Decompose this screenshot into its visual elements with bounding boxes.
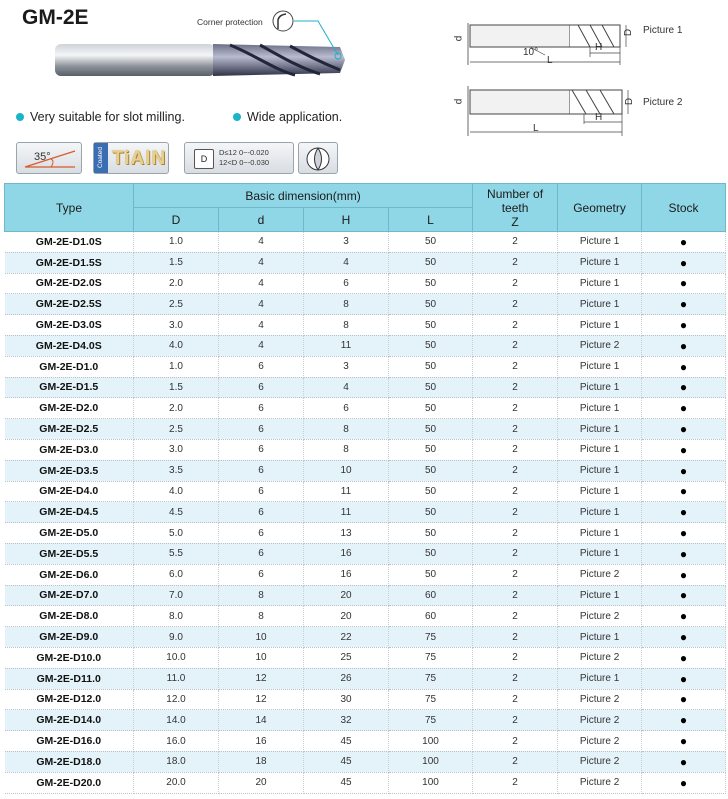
cell-teeth: 2: [473, 335, 558, 356]
cell-geometry: Picture 1: [558, 294, 642, 315]
cell-d: 12: [219, 668, 304, 689]
cell-type: GM-2E-D20.0: [5, 772, 134, 793]
cell-L: 50: [389, 419, 473, 440]
table-row: [5, 273, 726, 294]
cell-H: 16: [304, 543, 389, 564]
cell-d: 10: [219, 627, 304, 648]
cell-H: 8: [304, 419, 389, 440]
cell-type: GM-2E-D7.0: [5, 585, 134, 606]
cell-H: 16: [304, 564, 389, 585]
cell-D: 18.0: [134, 751, 219, 772]
cell-teeth: 2: [473, 606, 558, 627]
product-header: [0, 0, 728, 183]
cell-stock: ●: [642, 689, 726, 710]
cell-teeth: 2: [473, 647, 558, 668]
cell-d: 6: [219, 439, 304, 460]
page-title: GM-2E: [22, 6, 89, 29]
cell-d: 4: [219, 273, 304, 294]
cell-type: GM-2E-D3.0S: [5, 315, 134, 336]
cell-teeth: 2: [473, 273, 558, 294]
picture-1-label: Picture 1: [643, 25, 683, 36]
cell-d: 12: [219, 689, 304, 710]
cell-d: 20: [219, 772, 304, 793]
cell-teeth: 2: [473, 731, 558, 752]
cell-geometry: Picture 1: [558, 523, 642, 544]
cell-H: 4: [304, 252, 389, 273]
cell-stock: ●: [642, 252, 726, 273]
col-header-teeth: [473, 184, 558, 232]
cell-teeth: 2: [473, 502, 558, 523]
cell-stock: ●: [642, 439, 726, 460]
table-row: [5, 627, 726, 648]
cell-H: 30: [304, 689, 389, 710]
cell-D: 1.0: [134, 232, 219, 253]
cell-type: GM-2E-D3.0: [5, 439, 134, 460]
cell-H: 45: [304, 751, 389, 772]
cell-H: 11: [304, 502, 389, 523]
cell-D: 2.5: [134, 419, 219, 440]
cell-type: GM-2E-D14.0: [5, 710, 134, 731]
table-row: [5, 419, 726, 440]
cell-geometry: Picture 1: [558, 356, 642, 377]
cell-type: GM-2E-D6.0: [5, 564, 134, 585]
col-header-d: d: [219, 208, 304, 232]
dim-D-2: D: [624, 97, 636, 106]
cell-L: 50: [389, 315, 473, 336]
spec-table: [4, 183, 726, 794]
cell-L: 60: [389, 585, 473, 606]
cell-stock: ●: [642, 523, 726, 544]
cell-stock: ●: [642, 606, 726, 627]
cell-H: 8: [304, 315, 389, 336]
cell-D: 6.0: [134, 564, 219, 585]
cell-geometry: Picture 1: [558, 668, 642, 689]
cell-L: 75: [389, 627, 473, 648]
cell-d: 6: [219, 564, 304, 585]
cell-stock: ●: [642, 502, 726, 523]
cell-D: 14.0: [134, 710, 219, 731]
cell-d: 6: [219, 377, 304, 398]
cell-geometry: Picture 2: [558, 751, 642, 772]
cell-D: 3.0: [134, 439, 219, 460]
cell-geometry: Picture 1: [558, 273, 642, 294]
coating-badge: [93, 142, 169, 174]
two-flute-icon: [305, 146, 331, 172]
cell-teeth: 2: [473, 627, 558, 648]
cell-teeth: 2: [473, 543, 558, 564]
cell-H: 11: [304, 335, 389, 356]
cell-type: GM-2E-D16.0: [5, 731, 134, 752]
table-row: [5, 377, 726, 398]
cell-L: 100: [389, 731, 473, 752]
corner-protection-label: Corner protection: [197, 17, 263, 27]
cell-geometry: Picture 1: [558, 627, 642, 648]
cell-type: GM-2E-D10.0: [5, 647, 134, 668]
cell-D: 8.0: [134, 606, 219, 627]
cell-teeth: 2: [473, 398, 558, 419]
tolerance-badge: [184, 142, 294, 174]
dim-d-1: d: [453, 35, 465, 42]
cell-L: 100: [389, 772, 473, 793]
cell-type: GM-2E-D4.0S: [5, 335, 134, 356]
cell-type: GM-2E-D5.0: [5, 523, 134, 544]
cell-d: 6: [219, 460, 304, 481]
feature-slot-milling: Very suitable for slot milling.: [16, 110, 185, 124]
cell-teeth: 2: [473, 460, 558, 481]
cell-geometry: Picture 1: [558, 252, 642, 273]
cell-L: 60: [389, 606, 473, 627]
cell-stock: ●: [642, 273, 726, 294]
cell-teeth: 2: [473, 689, 558, 710]
cell-L: 50: [389, 523, 473, 544]
cell-stock: ●: [642, 668, 726, 689]
cell-H: 3: [304, 356, 389, 377]
table-row: [5, 335, 726, 356]
cell-D: 2.0: [134, 273, 219, 294]
cell-geometry: Picture 1: [558, 377, 642, 398]
col-header-basic-dimension: Basic dimension(mm): [134, 184, 473, 208]
cell-D: 4.0: [134, 481, 219, 502]
helix-angle-value: 35°: [34, 151, 51, 163]
cell-geometry: Picture 1: [558, 502, 642, 523]
cell-stock: ●: [642, 564, 726, 585]
cell-H: 45: [304, 731, 389, 752]
cell-geometry: Picture 1: [558, 419, 642, 440]
col-header-D: D: [134, 208, 219, 232]
cell-stock: ●: [642, 710, 726, 731]
table-row: [5, 689, 726, 710]
cell-d: 4: [219, 294, 304, 315]
cell-d: 10: [219, 647, 304, 668]
cell-d: 8: [219, 606, 304, 627]
cell-teeth: 2: [473, 419, 558, 440]
cell-type: GM-2E-D9.0: [5, 627, 134, 648]
cell-H: 22: [304, 627, 389, 648]
cell-D: 3.0: [134, 315, 219, 336]
cell-teeth: 2: [473, 751, 558, 772]
diameter-symbol: D: [194, 149, 214, 169]
dim-H-2: H: [595, 112, 603, 123]
cell-D: 9.0: [134, 627, 219, 648]
cell-geometry: Picture 2: [558, 710, 642, 731]
cell-geometry: Picture 2: [558, 772, 642, 793]
cell-stock: ●: [642, 731, 726, 752]
table-row: [5, 315, 726, 336]
table-row: [5, 460, 726, 481]
cell-type: GM-2E-D5.5: [5, 543, 134, 564]
table-row: [5, 710, 726, 731]
dim-D-1: D: [623, 28, 635, 37]
table-row: [5, 543, 726, 564]
cell-stock: ●: [642, 294, 726, 315]
cell-stock: ●: [642, 377, 726, 398]
cell-stock: ●: [642, 315, 726, 336]
cell-D: 2.0: [134, 398, 219, 419]
corner-callout: [268, 8, 348, 68]
dim-d-2: d: [453, 98, 465, 105]
cell-D: 16.0: [134, 731, 219, 752]
cell-teeth: 2: [473, 564, 558, 585]
cell-D: 7.0: [134, 585, 219, 606]
cell-L: 50: [389, 273, 473, 294]
table-row: [5, 502, 726, 523]
cell-teeth: 2: [473, 232, 558, 253]
cell-geometry: Picture 1: [558, 439, 642, 460]
table-row: [5, 481, 726, 502]
cell-type: GM-2E-D4.5: [5, 502, 134, 523]
cell-d: 6: [219, 543, 304, 564]
cell-L: 50: [389, 377, 473, 398]
cell-type: GM-2E-D4.0: [5, 481, 134, 502]
col-header-H: H: [304, 208, 389, 232]
cell-H: 4: [304, 377, 389, 398]
cell-H: 20: [304, 606, 389, 627]
cell-type: GM-2E-D11.0: [5, 668, 134, 689]
cell-teeth: 2: [473, 252, 558, 273]
cell-teeth: 2: [473, 356, 558, 377]
cell-stock: ●: [642, 585, 726, 606]
bullet-dot-icon: [233, 113, 241, 121]
cell-L: 50: [389, 543, 473, 564]
table-row: [5, 232, 726, 253]
cell-d: 6: [219, 398, 304, 419]
cell-teeth: 2: [473, 439, 558, 460]
col-header-geometry: Geometry: [558, 184, 642, 232]
cell-D: 12.0: [134, 689, 219, 710]
cell-d: 6: [219, 356, 304, 377]
dim-H-1: H: [595, 42, 603, 53]
cell-stock: ●: [642, 398, 726, 419]
cell-H: 45: [304, 772, 389, 793]
cell-d: 18: [219, 751, 304, 772]
cell-geometry: Picture 1: [558, 543, 642, 564]
cell-H: 26: [304, 668, 389, 689]
cell-type: GM-2E-D1.5S: [5, 252, 134, 273]
cell-geometry: Picture 2: [558, 731, 642, 752]
cell-stock: ●: [642, 356, 726, 377]
cell-L: 75: [389, 647, 473, 668]
cell-H: 3: [304, 232, 389, 253]
cell-teeth: 2: [473, 315, 558, 336]
cell-L: 75: [389, 689, 473, 710]
table-row: [5, 751, 726, 772]
cell-geometry: Picture 1: [558, 398, 642, 419]
cell-L: 50: [389, 398, 473, 419]
cell-D: 20.0: [134, 772, 219, 793]
feature-wide-application: Wide application.: [233, 110, 342, 124]
table-row: [5, 294, 726, 315]
cell-teeth: 2: [473, 294, 558, 315]
cell-stock: ●: [642, 481, 726, 502]
cell-type: GM-2E-D1.5: [5, 377, 134, 398]
flute-badge: [298, 142, 338, 174]
cell-type: GM-2E-D2.0: [5, 398, 134, 419]
cell-type: GM-2E-D2.5: [5, 419, 134, 440]
cell-type: GM-2E-D1.0: [5, 356, 134, 377]
cell-teeth: 2: [473, 585, 558, 606]
picture-1-drawing: [450, 15, 720, 75]
cell-d: 4: [219, 315, 304, 336]
dim-angle-1: 10°: [523, 47, 539, 58]
cell-L: 50: [389, 460, 473, 481]
cell-H: 8: [304, 439, 389, 460]
cell-d: 14: [219, 710, 304, 731]
table-row: [5, 772, 726, 793]
table-row: [5, 252, 726, 273]
cell-stock: ●: [642, 232, 726, 253]
cell-L: 75: [389, 668, 473, 689]
helix-angle-badge: [16, 142, 82, 174]
cell-H: 11: [304, 481, 389, 502]
teeth-symbol: Z: [511, 214, 519, 229]
picture-2-drawing: [450, 82, 720, 142]
cell-type: GM-2E-D1.0S: [5, 232, 134, 253]
table-row: [5, 398, 726, 419]
cell-teeth: 2: [473, 668, 558, 689]
cell-H: 10: [304, 460, 389, 481]
cell-H: 6: [304, 398, 389, 419]
cell-D: 1.5: [134, 377, 219, 398]
cell-H: 25: [304, 647, 389, 668]
col-header-type: Type: [5, 184, 134, 232]
cell-L: 50: [389, 232, 473, 253]
cell-H: 20: [304, 585, 389, 606]
cell-d: 16: [219, 731, 304, 752]
cell-D: 11.0: [134, 668, 219, 689]
cell-stock: ●: [642, 772, 726, 793]
tolerance-line-2: 12<D 0~-0.030: [219, 158, 270, 167]
cell-L: 50: [389, 252, 473, 273]
cell-type: GM-2E-D8.0: [5, 606, 134, 627]
cell-H: 32: [304, 710, 389, 731]
table-row: [5, 564, 726, 585]
cell-D: 1.0: [134, 356, 219, 377]
cell-stock: ●: [642, 627, 726, 648]
cell-d: 8: [219, 585, 304, 606]
cell-geometry: Picture 1: [558, 460, 642, 481]
cell-geometry: Picture 1: [558, 315, 642, 336]
table-row: [5, 356, 726, 377]
cell-d: 4: [219, 232, 304, 253]
cell-d: 6: [219, 523, 304, 544]
cell-L: 50: [389, 356, 473, 377]
cell-type: GM-2E-D2.5S: [5, 294, 134, 315]
cell-d: 4: [219, 335, 304, 356]
cell-D: 3.5: [134, 460, 219, 481]
cell-d: 6: [219, 419, 304, 440]
cell-H: 6: [304, 273, 389, 294]
cell-D: 4.0: [134, 335, 219, 356]
cell-L: 50: [389, 502, 473, 523]
cell-L: 50: [389, 439, 473, 460]
cell-geometry: Picture 2: [558, 564, 642, 585]
cell-geometry: Picture 2: [558, 335, 642, 356]
col-header-stock: Stock: [642, 184, 726, 232]
spec-table-body: [5, 232, 726, 794]
cell-geometry: Picture 1: [558, 585, 642, 606]
cell-stock: ●: [642, 419, 726, 440]
cell-D: 2.5: [134, 294, 219, 315]
cell-L: 75: [389, 710, 473, 731]
cell-geometry: Picture 2: [558, 647, 642, 668]
cell-type: GM-2E-D3.5: [5, 460, 134, 481]
cell-stock: ●: [642, 335, 726, 356]
table-row: [5, 606, 726, 627]
cell-d: 6: [219, 481, 304, 502]
cell-L: 50: [389, 564, 473, 585]
cell-d: 4: [219, 252, 304, 273]
cell-type: GM-2E-D12.0: [5, 689, 134, 710]
cell-stock: ●: [642, 460, 726, 481]
cell-D: 5.5: [134, 543, 219, 564]
cell-H: 8: [304, 294, 389, 315]
table-row: [5, 647, 726, 668]
cell-d: 6: [219, 502, 304, 523]
cell-L: 50: [389, 335, 473, 356]
cell-H: 13: [304, 523, 389, 544]
cell-D: 4.5: [134, 502, 219, 523]
cell-L: 50: [389, 481, 473, 502]
table-row: [5, 439, 726, 460]
dim-L-2: L: [533, 123, 539, 134]
cell-teeth: 2: [473, 710, 558, 731]
cell-geometry: Picture 2: [558, 606, 642, 627]
cell-L: 100: [389, 751, 473, 772]
cell-geometry: Picture 1: [558, 481, 642, 502]
coating-name: TiAlN: [112, 148, 167, 169]
cell-teeth: 2: [473, 481, 558, 502]
table-row: [5, 668, 726, 689]
col-header-L: L: [389, 208, 473, 232]
table-row: [5, 731, 726, 752]
cell-stock: ●: [642, 543, 726, 564]
coated-label: Coated: [94, 143, 108, 173]
table-row: [5, 523, 726, 544]
cell-type: GM-2E-D18.0: [5, 751, 134, 772]
cell-D: 1.5: [134, 252, 219, 273]
cell-geometry: Picture 1: [558, 232, 642, 253]
cell-stock: ●: [642, 647, 726, 668]
cell-teeth: 2: [473, 377, 558, 398]
cell-teeth: 2: [473, 772, 558, 793]
cell-geometry: Picture 2: [558, 689, 642, 710]
cell-D: 10.0: [134, 647, 219, 668]
cell-teeth: 2: [473, 523, 558, 544]
table-row: [5, 585, 726, 606]
bullet-dot-icon: [16, 113, 24, 121]
cell-stock: ●: [642, 751, 726, 772]
dim-L-1: L: [547, 55, 553, 66]
cell-type: GM-2E-D2.0S: [5, 273, 134, 294]
teeth-label: Number of teeth: [487, 186, 544, 215]
cell-D: 5.0: [134, 523, 219, 544]
tolerance-line-1: D≤12 0~-0.020: [219, 148, 269, 157]
cell-L: 50: [389, 294, 473, 315]
picture-2-label: Picture 2: [643, 97, 683, 108]
